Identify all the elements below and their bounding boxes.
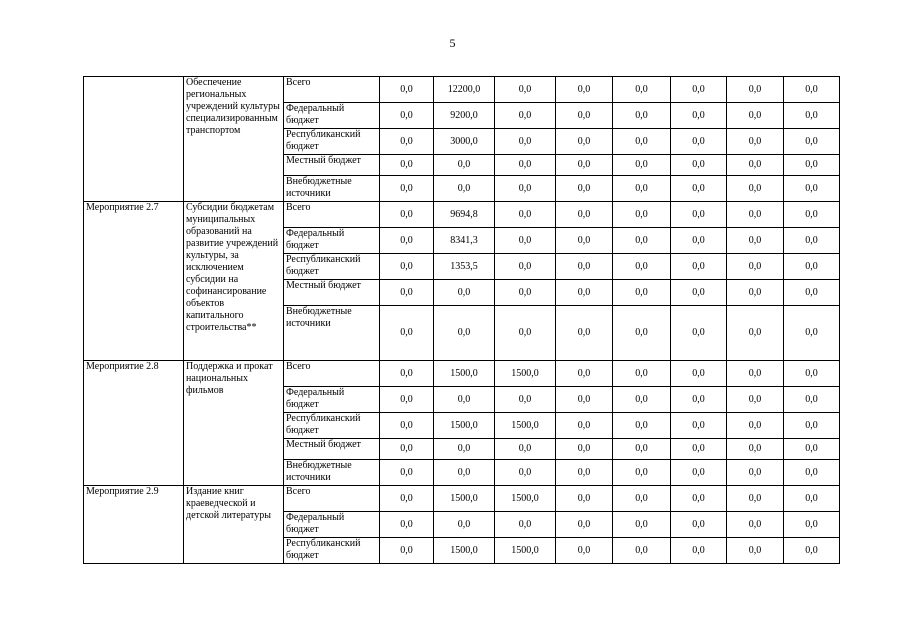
amount-cell: 0,0: [434, 387, 495, 413]
funding-source-cell: Всего: [284, 77, 380, 103]
amount-cell: 0,0: [613, 413, 671, 439]
funding-source-cell: Внебюджетные источники: [284, 306, 380, 361]
amount-cell: 0,0: [613, 439, 671, 460]
activity-cell: Мероприятие 2.9: [84, 486, 184, 564]
amount-cell: 0,0: [671, 129, 727, 155]
amount-cell: 0,0: [556, 486, 613, 512]
amount-cell: 0,0: [556, 103, 613, 129]
amount-cell: 0,0: [556, 129, 613, 155]
funding-source-cell: Всего: [284, 486, 380, 512]
table-row: [84, 77, 840, 103]
amount-cell: 0,0: [495, 280, 556, 306]
amount-cell: 0,0: [380, 202, 434, 228]
amount-cell: 0,0: [380, 486, 434, 512]
amount-cell: 1353,5: [434, 254, 495, 280]
funding-source-cell: Федеральный бюджет: [284, 387, 380, 413]
amount-cell: 0,0: [671, 103, 727, 129]
amount-cell: 0,0: [380, 254, 434, 280]
amount-cell: 1500,0: [434, 413, 495, 439]
amount-cell: 0,0: [727, 486, 784, 512]
amount-cell: 0,0: [613, 254, 671, 280]
amount-cell: 0,0: [495, 202, 556, 228]
amount-cell: 0,0: [784, 486, 840, 512]
amount-cell: 1500,0: [434, 538, 495, 564]
amount-cell: 0,0: [434, 280, 495, 306]
amount-cell: 0,0: [495, 155, 556, 176]
budget-table: [83, 76, 840, 564]
amount-cell: 0,0: [613, 103, 671, 129]
funding-source-cell: Местный бюджет: [284, 439, 380, 460]
amount-cell: 0,0: [434, 512, 495, 538]
amount-cell: 0,0: [784, 280, 840, 306]
amount-cell: 0,0: [671, 254, 727, 280]
amount-cell: 9694,8: [434, 202, 495, 228]
amount-cell: 0,0: [434, 460, 495, 486]
amount-cell: 0,0: [380, 512, 434, 538]
amount-cell: 0,0: [556, 176, 613, 202]
amount-cell: 0,0: [380, 155, 434, 176]
amount-cell: 0,0: [727, 254, 784, 280]
funding-source-cell: Республиканский бюджет: [284, 129, 380, 155]
activity-cell: Мероприятие 2.8: [84, 361, 184, 486]
amount-cell: 0,0: [556, 280, 613, 306]
funding-source-cell: Республиканский бюджет: [284, 254, 380, 280]
amount-cell: 0,0: [613, 77, 671, 103]
amount-cell: 0,0: [380, 413, 434, 439]
amount-cell: 0,0: [727, 387, 784, 413]
amount-cell: 0,0: [784, 413, 840, 439]
description-cell: Поддержка и прокат национальных фильмов: [184, 361, 284, 486]
funding-source-cell: Внебюджетные источники: [284, 460, 380, 486]
amount-cell: 0,0: [380, 176, 434, 202]
amount-cell: 0,0: [727, 280, 784, 306]
amount-cell: 0,0: [784, 306, 840, 361]
amount-cell: 0,0: [556, 387, 613, 413]
amount-cell: 1500,0: [495, 361, 556, 387]
amount-cell: 0,0: [784, 387, 840, 413]
amount-cell: 0,0: [613, 129, 671, 155]
amount-cell: 1500,0: [434, 486, 495, 512]
funding-source-cell: Федеральный бюджет: [284, 228, 380, 254]
amount-cell: 0,0: [671, 512, 727, 538]
funding-source-cell: Федеральный бюджет: [284, 103, 380, 129]
amount-cell: 0,0: [671, 460, 727, 486]
amount-cell: 0,0: [380, 77, 434, 103]
funding-source-cell: Всего: [284, 202, 380, 228]
amount-cell: 0,0: [556, 202, 613, 228]
amount-cell: 0,0: [380, 129, 434, 155]
activity-cell: [84, 77, 184, 202]
amount-cell: 0,0: [671, 306, 727, 361]
funding-source-cell: Республиканский бюджет: [284, 413, 380, 439]
amount-cell: 0,0: [613, 361, 671, 387]
amount-cell: 0,0: [613, 486, 671, 512]
amount-cell: 0,0: [727, 103, 784, 129]
amount-cell: 0,0: [613, 387, 671, 413]
amount-cell: 0,0: [380, 361, 434, 387]
amount-cell: 0,0: [556, 77, 613, 103]
amount-cell: 0,0: [671, 280, 727, 306]
amount-cell: 0,0: [613, 306, 671, 361]
amount-cell: 0,0: [613, 176, 671, 202]
amount-cell: 0,0: [727, 77, 784, 103]
amount-cell: 0,0: [434, 306, 495, 361]
amount-cell: 0,0: [613, 228, 671, 254]
amount-cell: 0,0: [495, 439, 556, 460]
description-cell: Обеспечение региональных учреждений культуры специализированным транспортом: [184, 77, 284, 202]
amount-cell: 0,0: [727, 413, 784, 439]
amount-cell: 0,0: [495, 176, 556, 202]
amount-cell: 0,0: [784, 155, 840, 176]
amount-cell: 1500,0: [495, 413, 556, 439]
amount-cell: 1500,0: [434, 361, 495, 387]
amount-cell: 0,0: [556, 413, 613, 439]
amount-cell: 1500,0: [495, 538, 556, 564]
amount-cell: 0,0: [434, 176, 495, 202]
amount-cell: 0,0: [671, 413, 727, 439]
amount-cell: 0,0: [727, 439, 784, 460]
amount-cell: 0,0: [671, 361, 727, 387]
funding-source-cell: Федеральный бюджет: [284, 512, 380, 538]
activity-cell: Мероприятие 2.7: [84, 202, 184, 361]
amount-cell: 0,0: [784, 228, 840, 254]
amount-cell: 0,0: [495, 460, 556, 486]
amount-cell: 0,0: [495, 228, 556, 254]
amount-cell: 0,0: [671, 202, 727, 228]
amount-cell: 0,0: [434, 155, 495, 176]
amount-cell: 0,0: [727, 361, 784, 387]
amount-cell: 0,0: [556, 538, 613, 564]
amount-cell: 0,0: [784, 460, 840, 486]
amount-cell: 0,0: [671, 538, 727, 564]
description-cell: Субсидии бюджетам муниципальных образований на развитие учреждений культуры, за исключением субсидии на софинансирование объектов капитального строительства**: [184, 202, 284, 361]
amount-cell: 0,0: [784, 538, 840, 564]
amount-cell: 0,0: [784, 103, 840, 129]
amount-cell: 0,0: [613, 512, 671, 538]
amount-cell: 0,0: [495, 387, 556, 413]
budget-table-body: [84, 77, 840, 564]
amount-cell: 0,0: [556, 306, 613, 361]
amount-cell: 0,0: [556, 460, 613, 486]
amount-cell: 0,0: [495, 103, 556, 129]
amount-cell: 0,0: [495, 77, 556, 103]
amount-cell: 0,0: [434, 439, 495, 460]
amount-cell: 0,0: [556, 254, 613, 280]
page-number: 5: [449, 36, 456, 50]
amount-cell: 0,0: [613, 460, 671, 486]
funding-source-cell: Республиканский бюджет: [284, 538, 380, 564]
amount-cell: 0,0: [727, 512, 784, 538]
amount-cell: 0,0: [784, 254, 840, 280]
amount-cell: 8341,3: [434, 228, 495, 254]
table-row: [84, 486, 840, 512]
amount-cell: 1500,0: [495, 486, 556, 512]
amount-cell: 0,0: [380, 306, 434, 361]
amount-cell: 0,0: [380, 228, 434, 254]
amount-cell: 3000,0: [434, 129, 495, 155]
amount-cell: 0,0: [727, 176, 784, 202]
amount-cell: 0,0: [784, 361, 840, 387]
amount-cell: 0,0: [380, 280, 434, 306]
amount-cell: 0,0: [671, 77, 727, 103]
amount-cell: 0,0: [727, 228, 784, 254]
amount-cell: 0,0: [784, 512, 840, 538]
amount-cell: 0,0: [784, 439, 840, 460]
amount-cell: 0,0: [556, 361, 613, 387]
amount-cell: 0,0: [671, 228, 727, 254]
amount-cell: 0,0: [727, 129, 784, 155]
table-row: [84, 202, 840, 228]
funding-source-cell: Местный бюджет: [284, 155, 380, 176]
amount-cell: 0,0: [556, 155, 613, 176]
amount-cell: 0,0: [495, 254, 556, 280]
amount-cell: 0,0: [613, 538, 671, 564]
amount-cell: 0,0: [671, 439, 727, 460]
amount-cell: 0,0: [495, 129, 556, 155]
amount-cell: 0,0: [613, 280, 671, 306]
amount-cell: 0,0: [671, 486, 727, 512]
table-row: [84, 361, 840, 387]
amount-cell: 0,0: [380, 538, 434, 564]
amount-cell: 0,0: [613, 202, 671, 228]
amount-cell: 0,0: [380, 103, 434, 129]
amount-cell: 0,0: [727, 460, 784, 486]
amount-cell: 0,0: [784, 77, 840, 103]
description-cell: Издание книг краеведческой и детской литературы: [184, 486, 284, 564]
amount-cell: 0,0: [671, 387, 727, 413]
amount-cell: 0,0: [671, 155, 727, 176]
amount-cell: 0,0: [613, 155, 671, 176]
amount-cell: 0,0: [556, 512, 613, 538]
amount-cell: 0,0: [784, 129, 840, 155]
amount-cell: 0,0: [671, 176, 727, 202]
amount-cell: 0,0: [556, 228, 613, 254]
amount-cell: 12200,0: [434, 77, 495, 103]
amount-cell: 0,0: [495, 306, 556, 361]
amount-cell: 0,0: [380, 387, 434, 413]
amount-cell: 0,0: [380, 439, 434, 460]
amount-cell: 0,0: [495, 512, 556, 538]
funding-source-cell: Местный бюджет: [284, 280, 380, 306]
amount-cell: 0,0: [380, 460, 434, 486]
amount-cell: 0,0: [556, 439, 613, 460]
amount-cell: 0,0: [727, 538, 784, 564]
amount-cell: 0,0: [727, 306, 784, 361]
amount-cell: 0,0: [784, 202, 840, 228]
funding-source-cell: Внебюджетные источники: [284, 176, 380, 202]
amount-cell: 9200,0: [434, 103, 495, 129]
funding-source-cell: Всего: [284, 361, 380, 387]
amount-cell: 0,0: [727, 202, 784, 228]
amount-cell: 0,0: [727, 155, 784, 176]
amount-cell: 0,0: [784, 176, 840, 202]
